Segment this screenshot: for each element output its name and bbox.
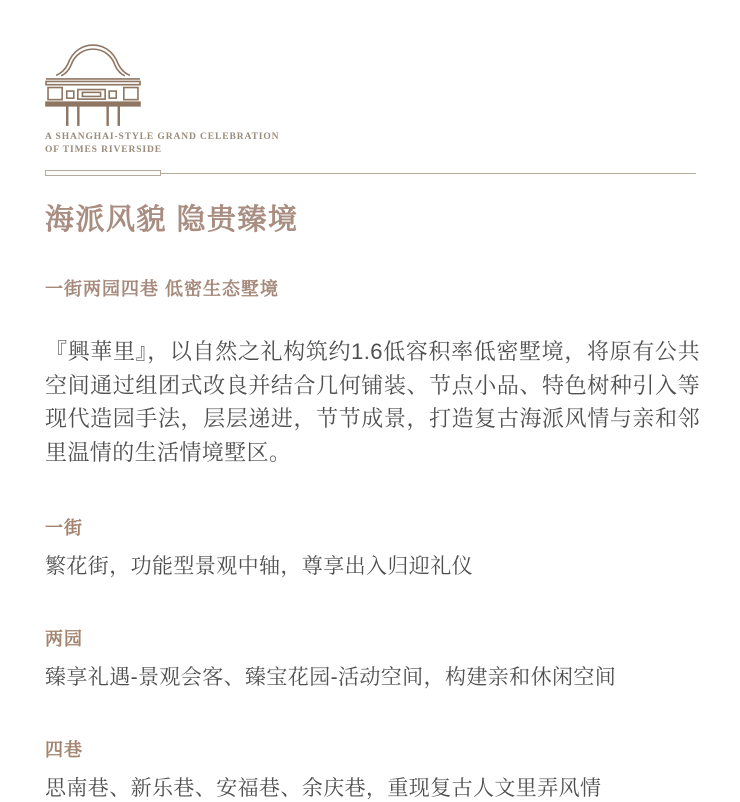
brand-tagline (45, 131, 696, 157)
gateway-pavilion-icon (45, 42, 696, 128)
brand-header (45, 42, 696, 157)
brand-tagline-line1: A SHANGHAI-STYLE GRAND CELEBRATION (45, 132, 280, 142)
section-body-two-gardens: 臻享礼遇-景观会客、臻宝花园-活动空间，构建亲和休闲空间 (45, 666, 617, 689)
page-subtitle: 一街两园四巷 低密生态墅境 (45, 279, 279, 299)
section-heading-two-gardens: 两园 (45, 629, 83, 649)
section-two-gardens (45, 625, 696, 691)
section-body-four-lanes: 思南巷、新乐巷、安福巷、余庆巷，重现复古人文里弄风情 (45, 777, 602, 800)
section-four-lanes (45, 736, 696, 802)
section-one-street (45, 514, 696, 580)
section-body-one-street: 繁花街，功能型景观中轴，尊享出入归迎礼仪 (45, 555, 473, 578)
brand-tagline-line2: OF TIMES RIVERSIDE (45, 145, 163, 155)
divider-rule (161, 173, 696, 174)
section-divider (45, 170, 696, 176)
section-heading-four-lanes: 四巷 (45, 740, 83, 760)
page-title: 海派风貌 隐贵臻境 (45, 204, 299, 236)
divider-bar-ornament (45, 170, 161, 176)
section-heading-one-street: 一街 (45, 518, 83, 538)
intro-paragraph: 『興華里』，以自然之礼构筑约1.6低容积率低密墅境，将原有公共空间通过组团式改良并结合几何铺装、节点小品、特色树种引入等现代造园手法，层层递进，节节成景，打造复古海派风情与亲和邻里温情的生活情境墅区。 (45, 339, 700, 465)
